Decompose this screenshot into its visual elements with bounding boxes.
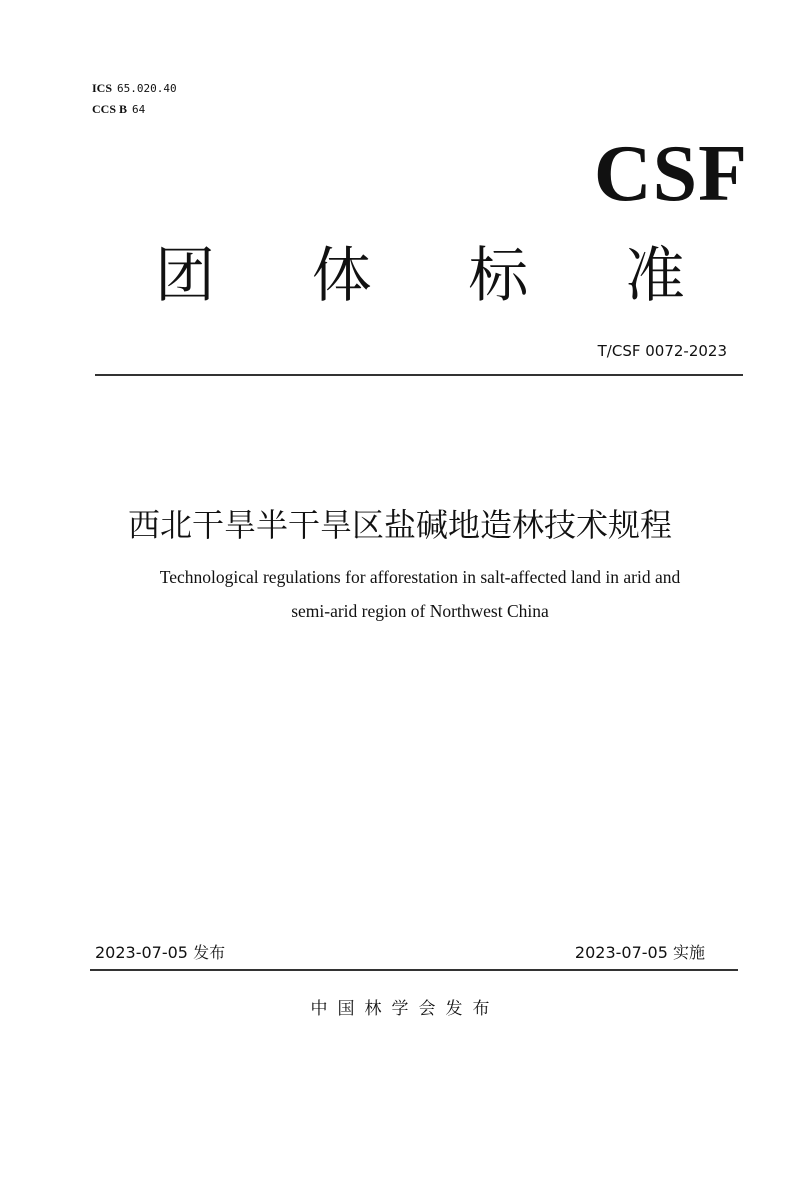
standard-type-heading xyxy=(155,240,685,312)
implement-date: 2023-07-05 实施 xyxy=(574,943,705,962)
standard-number: T/CSF 0072-2023 xyxy=(597,342,727,360)
ccs-code: 64 xyxy=(132,103,146,116)
ics-label: ICS xyxy=(92,81,113,95)
issue-date: 2023-07-05 发布 xyxy=(95,943,226,962)
title-chinese: 西北干旱半干旱区盐碱地造林技术规程 xyxy=(127,506,672,544)
title-english xyxy=(120,560,720,628)
top-divider xyxy=(95,374,743,376)
ccs-label: CCS B xyxy=(92,102,128,116)
standard-type-char: 标 xyxy=(468,241,529,311)
date-row xyxy=(95,940,705,963)
ics-row xyxy=(92,78,177,99)
title-english-line1: Technological regulations for afforestation in salt-affected land in arid and xyxy=(159,567,681,587)
classification-codes xyxy=(92,78,177,120)
title-english-line2: semi-arid region of Northwest China xyxy=(291,601,549,621)
bottom-divider xyxy=(90,969,738,971)
standard-type-char: 团 xyxy=(155,241,215,311)
ccs-row xyxy=(92,99,177,120)
ics-code: 65.020.40 xyxy=(117,82,177,95)
standard-type-char: 体 xyxy=(311,241,372,311)
csf-logo: CSF xyxy=(593,130,748,218)
standard-type-char: 准 xyxy=(624,241,685,311)
publisher: 中国林学会发布 xyxy=(310,999,500,1019)
